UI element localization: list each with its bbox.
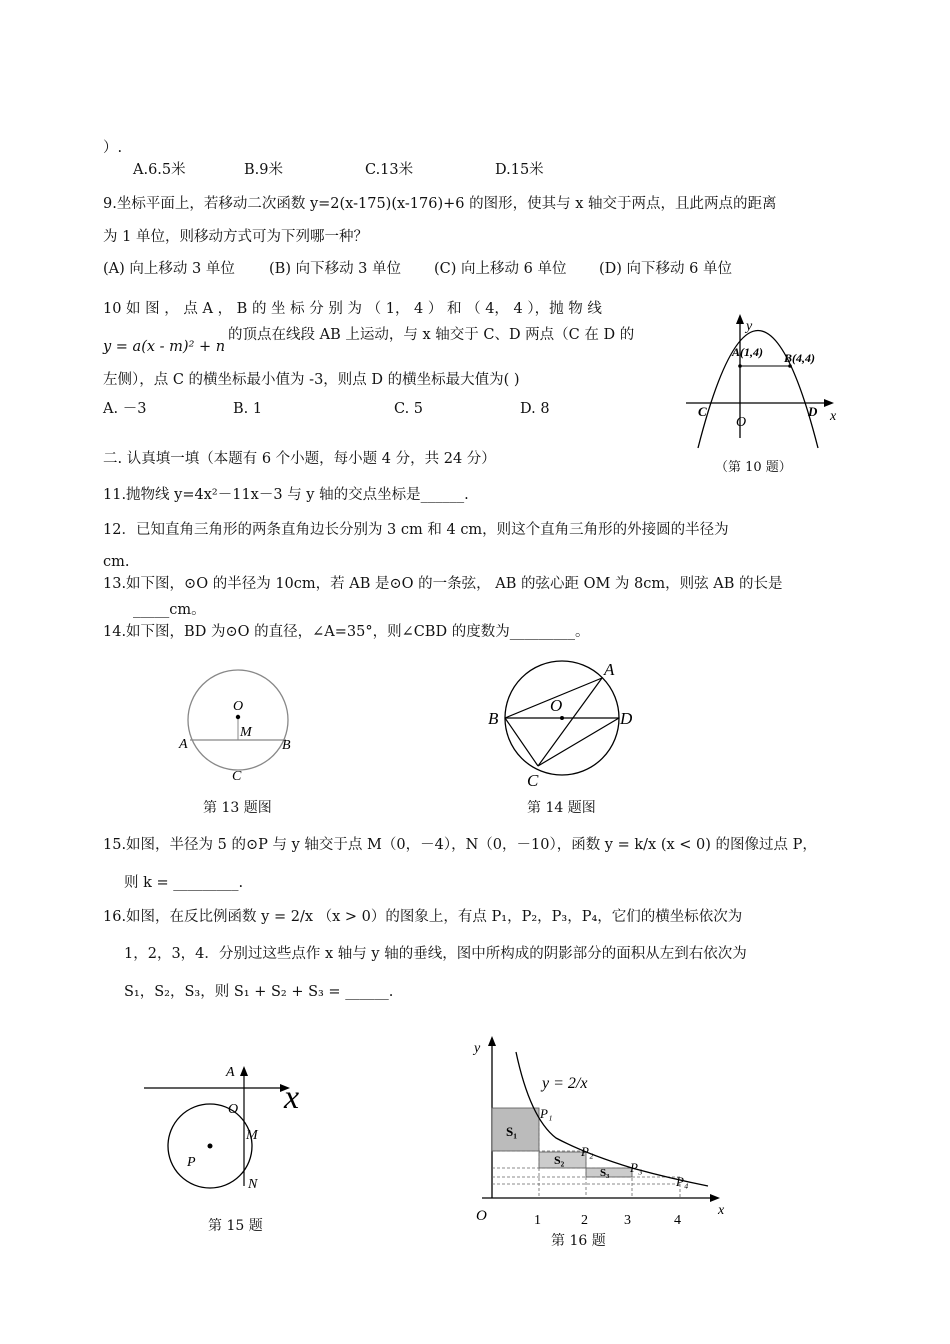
q15-line2: 则 k = _________. <box>124 875 244 891</box>
fig15-n-label: N <box>248 1177 258 1192</box>
fig16-o-label: O <box>476 1208 487 1224</box>
fig13-caption: 第 13 题图 <box>203 800 272 816</box>
center-o <box>236 715 240 719</box>
fig10-a-label: A(1,4) <box>732 345 763 359</box>
fig10-caption: （第 10 题） <box>715 460 792 475</box>
q10-option-a: A. －3 <box>103 401 147 417</box>
fig16-tick-2: 2 <box>581 1213 588 1228</box>
fig13-c-label: C <box>232 769 242 784</box>
fig14-o-label: O <box>550 696 563 715</box>
q8-option-b: B.9米 <box>244 162 283 178</box>
fig16-s3-label: S₃ <box>600 1167 610 1179</box>
q12-line1: 12．已知直角三角形的两条直角边长分别为 3 cm 和 4 cm，则这个直角三角形的外接圆的半径为 <box>103 522 729 538</box>
q8-lead: ）. <box>103 140 123 156</box>
q10-line2: 的顶点在线段 AB 上运动，与 x 轴交于 C、D 两点（C 在 D 的 <box>228 327 635 343</box>
fig16-p1-label: P₁ <box>540 1106 553 1121</box>
fig16-p4-label: P₄ <box>676 1174 689 1189</box>
q10-option-c: C. 5 <box>394 401 424 417</box>
fig10-o-label: O <box>736 415 747 430</box>
fig16-s1-label: S₁ <box>506 1124 518 1139</box>
q9-option-a: (A) 向上移动 3 单位 <box>103 261 235 277</box>
fig14-caption: 第 14 题图 <box>527 800 596 816</box>
q10-line1: 10 如 图 ， 点 A ， B 的 坐 标 分 别 为 （ 1， 4 ） 和 （ 4， 4 ），抛 物 线 <box>103 301 602 317</box>
fig15-m-label: M <box>246 1128 258 1143</box>
q10-option-b: B. 1 <box>233 401 263 417</box>
fig13-m-label: M <box>240 725 252 740</box>
fig16-p2-label: P₂ <box>581 1144 594 1159</box>
fig16-x-label: x <box>718 1203 725 1218</box>
q10-parabola-figure <box>680 308 850 478</box>
q8-option-c: C.13米 <box>365 162 414 178</box>
q9-line1: 9.坐标平面上，若移动二次函数 y=2(x-175)(x-176)+6 的图形，使其与 x 轴交于两点，且此两点的距离 <box>103 196 777 212</box>
fig14-c-label: C <box>527 771 539 790</box>
fig10-y-label: y <box>746 319 753 334</box>
fig15-x-label: x <box>284 1079 300 1116</box>
fig13-circle-figure <box>170 660 310 790</box>
fig16-tick-4: 4 <box>674 1213 681 1228</box>
q13-line2: _____cm。 <box>133 602 206 618</box>
fig16-func-label: y = 2/x <box>542 1075 588 1092</box>
q11-text: 11.抛物线 y=4x²－11x－3 与 y 轴的交点坐标是______. <box>103 487 469 503</box>
fig15-p-label: P <box>187 1155 196 1170</box>
q9-option-d: (D) 向下移动 6 单位 <box>599 261 732 277</box>
fig16-tick-1: 1 <box>534 1213 541 1228</box>
fig10-c-label: C <box>698 404 707 419</box>
fig15-a-label: A <box>226 1065 235 1080</box>
fig16-hyperbola-figure <box>468 1030 738 1230</box>
q16-line1: 16.如图，在反比例函数 y = 2/x （x > 0）的图象上，有点 P₁，P₂，P₃，P₄，它们的横坐标依次为 <box>103 909 743 925</box>
fig13-o-label: O <box>233 699 244 714</box>
q12-line2: cm. <box>103 554 130 570</box>
fig14-b-label: B <box>488 709 499 728</box>
fig10-d-label: D <box>808 404 818 419</box>
section2-heading: 二. 认真填一填（本题有 6 个小题，每小题 4 分，共 24 分） <box>103 451 496 467</box>
y-axis-arrow-icon <box>736 314 744 324</box>
y-axis-arrow-icon <box>240 1066 248 1076</box>
fig15-o-label: O <box>228 1102 239 1117</box>
q9-option-c: (C) 向上移动 6 单位 <box>434 261 567 277</box>
fig16-tick-3: 3 <box>624 1213 631 1228</box>
center-o <box>560 716 564 720</box>
q10-option-d: D. 8 <box>520 401 550 417</box>
fig10-b-label: B(4,4) <box>784 351 815 365</box>
q8-option-a: A.6.5米 <box>133 162 186 178</box>
q10-formula: y = a(x - m)² + n <box>103 339 226 355</box>
q9-option-b: (B) 向下移动 3 单位 <box>269 261 402 277</box>
fig16-y-label: y <box>474 1041 481 1056</box>
center-p <box>208 1144 213 1149</box>
q9-line2: 为 1 单位，则移动方式可为下列哪一种？ <box>103 229 368 245</box>
fig16-p3-label: P₃ <box>630 1160 643 1175</box>
fig15-caption: 第 15 题 <box>208 1218 263 1234</box>
chord-dc <box>538 718 619 766</box>
q14-text: 14.如下图，BD 为⊙O 的直径，∠A=35°，则∠CBD 的度数为_________。 <box>103 624 590 640</box>
q8-option-d: D.15米 <box>495 162 544 178</box>
q10-line3: 左侧），点 C 的横坐标最小值为 -3，则点 D 的横坐标最大值为( ) <box>103 372 520 388</box>
q16-line3: S₁，S₂，S₃，则 S₁ + S₂ + S₃ = ______. <box>124 984 394 1000</box>
fig13-a-label: A <box>179 737 188 752</box>
fig14-circle-figure <box>480 648 650 796</box>
x-axis-arrow-icon <box>710 1194 720 1202</box>
fig14-d-label: D <box>620 709 633 728</box>
point-a <box>738 364 742 368</box>
fig10-x-label: x <box>830 409 837 424</box>
y-axis-arrow-icon <box>488 1036 496 1046</box>
q16-line2: 1，2，3，4．分别过这些点作 x 轴与 y 轴的垂线，图中所构成的阴影部分的面积从左到右依次为 <box>124 946 747 962</box>
q15-line1: 15.如图，半径为 5 的⊙P 与 y 轴交于点 M（0，－4），N（0，－10），函数 y = k/x (x < 0) 的图像过点 P， <box>103 837 817 853</box>
fig16-s2-label: S₂ <box>554 1153 565 1167</box>
x-axis-arrow-icon <box>824 399 834 407</box>
fig14-a-label: A <box>604 660 615 679</box>
q13-line1: 13.如下图，⊙O 的半径为 10cm，若 AB 是⊙O 的一条弦， AB 的弦心距 OM 为 8cm，则弦 AB 的长是 <box>103 576 783 592</box>
fig16-caption: 第 16 题 <box>551 1233 606 1249</box>
fig15-circle-figure <box>140 1058 320 1198</box>
fig13-b-label: B <box>282 738 291 753</box>
